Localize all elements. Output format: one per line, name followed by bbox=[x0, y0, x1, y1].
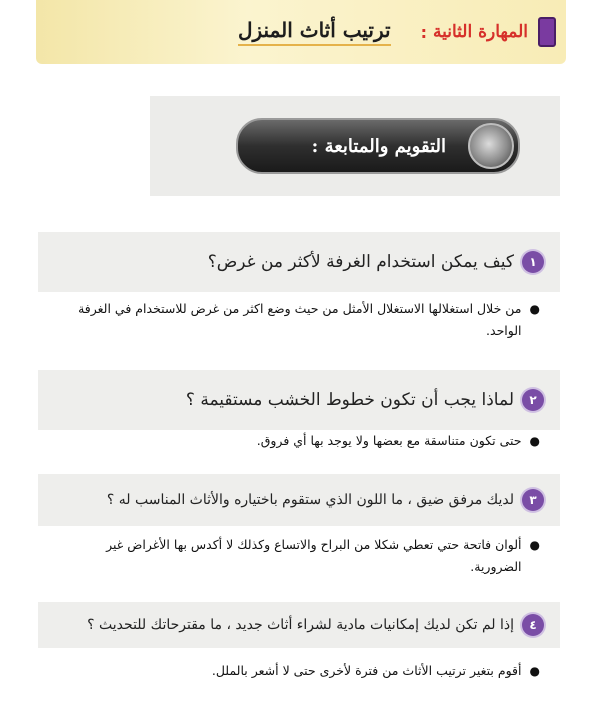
evaluation-badge bbox=[236, 118, 520, 174]
lesson-header-content bbox=[46, 8, 556, 56]
answer-text: أقوم بتغير ترتيب الأثاث من فترة لأخرى حتى لا أشعر بالملل. bbox=[211, 663, 522, 678]
answer-item bbox=[60, 534, 540, 578]
question-band bbox=[38, 370, 560, 430]
question-text: إذا لم تكن لديك إمكانيات مادية لشراء أثاث جديد ، ما مقترحاتك للتحديث ؟ bbox=[87, 617, 514, 633]
answer-text: من خلال استغلالها الاستغلال الأمثل من حيث وضع اكثر من غرض للاستخدام في الغرفة الواحد. bbox=[78, 301, 522, 338]
question-number-badge: ٣ bbox=[522, 489, 544, 511]
bookmark-icon bbox=[538, 17, 556, 47]
question-text: كيف يمكن استخدام الغرفة لأكثر من غرض؟ bbox=[207, 252, 514, 272]
header-colon: : bbox=[420, 22, 428, 42]
badge-circle-icon bbox=[468, 123, 514, 169]
lesson-title: ترتيب أثاث المنزل bbox=[238, 18, 391, 46]
evaluation-title: التقويم والمتابعة : bbox=[311, 135, 446, 157]
bullet-icon: ● bbox=[529, 434, 540, 448]
answer-text: حتى تكون متناسقة مع بعضها ولا يوجد بها أي فروق. bbox=[256, 433, 522, 448]
question-number-badge: ٢ bbox=[522, 389, 544, 411]
question-number-badge: ١ bbox=[522, 251, 544, 273]
bullet-icon: ● bbox=[529, 302, 540, 316]
bullet-icon: ● bbox=[529, 664, 540, 678]
skill-label: المهارة الثانية bbox=[433, 22, 528, 42]
lesson-header bbox=[36, 0, 566, 64]
answer-text: ألوان فاتحة حتي تعطي شكلا من البراح والاتساع وكذلك لا أكدس بها الأغراض غير الضرورية. bbox=[106, 537, 522, 574]
question-band bbox=[38, 232, 560, 292]
answer-item bbox=[60, 430, 540, 452]
question-band bbox=[38, 602, 560, 648]
question-band bbox=[38, 474, 560, 526]
question-text: لديك مرفق ضيق ، ما اللون الذي ستقوم باختياره والأثاث المناسب له ؟ bbox=[106, 492, 514, 508]
question-text: لماذا يجب أن تكون خطوط الخشب مستقيمة ؟ bbox=[185, 390, 514, 410]
answer-item bbox=[60, 660, 540, 682]
answer-item bbox=[60, 298, 540, 342]
bullet-icon: ● bbox=[529, 538, 540, 552]
question-number-badge: ٤ bbox=[522, 614, 544, 636]
